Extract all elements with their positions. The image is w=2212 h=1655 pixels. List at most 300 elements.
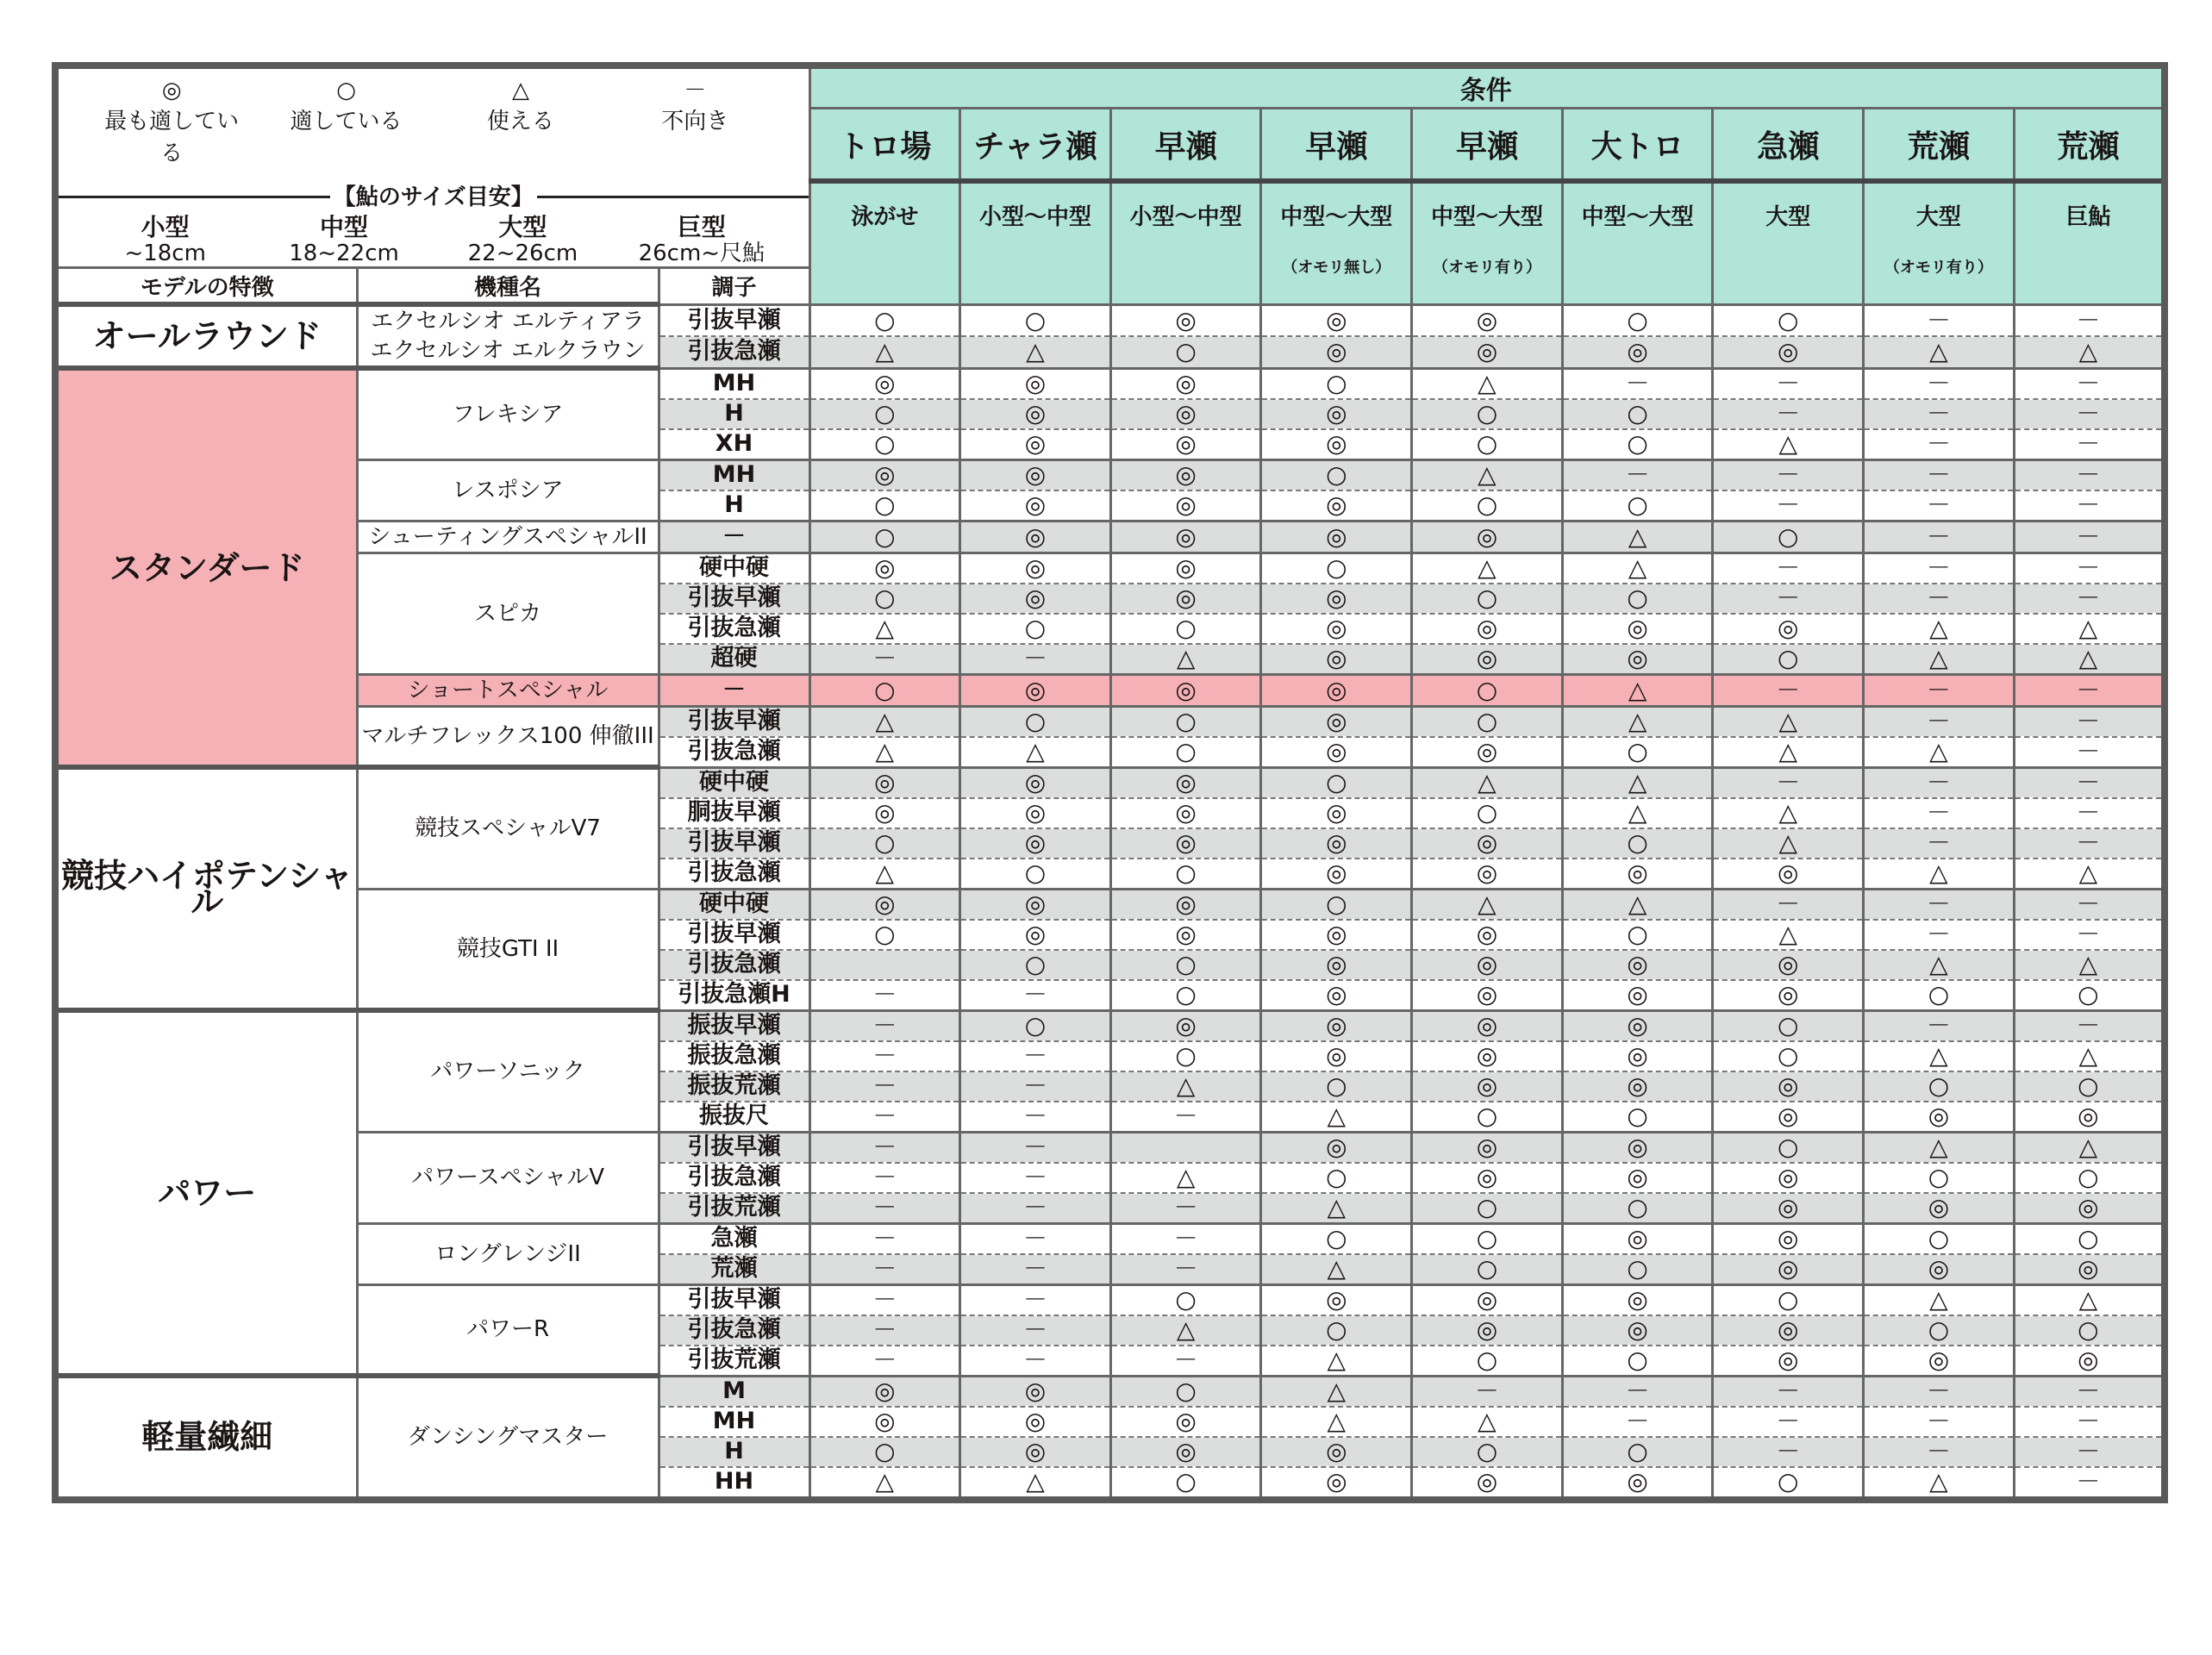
- rating-symbol-icon: △: [1713, 798, 1864, 828]
- rating-symbol-icon: ○: [1110, 706, 1261, 737]
- rating-symbol-icon: ◎: [1713, 1071, 1864, 1102]
- rating-symbol-icon: ◎: [1412, 1467, 1563, 1500]
- rating-symbol-icon: ◎: [809, 767, 960, 798]
- rating-symbol-icon: △: [1562, 706, 1713, 737]
- rating-symbol-icon: ◎: [1713, 1346, 1864, 1377]
- size-range: 26cm~尺鮎: [638, 240, 765, 266]
- rating-symbol-icon: －: [960, 980, 1111, 1011]
- rating-symbol-icon: ◎: [960, 920, 1111, 950]
- tone-cell: 超硬: [659, 644, 809, 675]
- rating-symbol-icon: ◎: [960, 1407, 1111, 1437]
- condition-fish-size: [1412, 181, 1563, 304]
- rating-symbol-icon: ○: [2014, 1071, 2165, 1102]
- rating-symbol-icon: －: [960, 1346, 1111, 1377]
- tone-cell: 急瀬: [659, 1223, 809, 1254]
- rating-symbol-icon: －: [960, 1102, 1111, 1133]
- tone-cell: XH: [659, 429, 809, 460]
- rating-symbol-icon: ◎: [1261, 336, 1412, 368]
- rating-symbol-icon: ◎: [1713, 950, 1864, 980]
- rating-symbol-icon: △: [1261, 1254, 1412, 1285]
- rating-symbol-icon: ◎: [1261, 674, 1412, 706]
- rating-symbol-icon: －: [809, 1315, 960, 1346]
- conditions-title: 条件: [809, 66, 2165, 109]
- tone-cell: 振抜急瀬: [659, 1041, 809, 1071]
- legend-item: [617, 78, 772, 167]
- rating-symbol-icon: －: [1713, 553, 1864, 584]
- rating-symbol-icon: －: [1713, 459, 1864, 490]
- rating-symbol-icon: －: [960, 1071, 1111, 1102]
- rating-symbol-icon: ○: [1261, 459, 1412, 490]
- rating-symbol-icon: ◎: [809, 1376, 960, 1407]
- tone-cell: 硬中硬: [659, 553, 809, 584]
- column-header-feature: モデルの特徴: [55, 268, 357, 305]
- condition-header: 早瀬: [1110, 109, 1261, 182]
- rating-symbol-icon: ◎: [1261, 1284, 1412, 1315]
- rating-symbol-icon: －: [1864, 889, 2015, 920]
- rating-symbol-icon: ○: [1412, 798, 1563, 828]
- rating-symbol-icon: －: [1110, 1254, 1261, 1285]
- tone-cell: 引抜急瀬: [659, 1315, 809, 1346]
- rating-symbol-icon: ◎: [1261, 644, 1412, 675]
- size-guide-item: [84, 215, 247, 266]
- rating-symbol-icon: ○: [1261, 1071, 1412, 1102]
- rating-symbol-icon: ○: [1562, 490, 1713, 521]
- rating-symbol-icon: －: [1864, 553, 2015, 584]
- rating-symbol-icon: ◎: [2014, 1102, 2165, 1133]
- legend-label: 最も適している: [104, 109, 240, 166]
- condition-header: 大トロ: [1562, 109, 1713, 182]
- tone-cell: 引抜急瀬: [659, 614, 809, 644]
- size-guide-title: 【鮎のサイズ目安】: [59, 179, 809, 211]
- rating-symbol-icon: ◎: [1110, 521, 1261, 553]
- rating-symbol-icon: ○: [1713, 521, 1864, 553]
- condition-fish-size: [1562, 181, 1713, 304]
- rating-symbol-icon: －: [2014, 920, 2165, 950]
- rating-symbol-icon: ◎: [1261, 828, 1412, 859]
- rating-symbol-icon: ◎: [1713, 336, 1864, 368]
- rating-symbol-icon: －: [960, 1163, 1111, 1193]
- rating-symbol-icon: ◎: [1713, 859, 1864, 890]
- rating-symbol-icon: －: [2014, 1376, 2165, 1407]
- tone-cell: 引抜急瀬: [659, 1163, 809, 1193]
- condition-fish-size: [1110, 181, 1261, 304]
- rating-symbol-icon: △: [1713, 737, 1864, 768]
- size-guide-item: [262, 215, 426, 266]
- rating-symbol-icon: [1110, 1132, 1261, 1163]
- rating-symbol-icon: △: [1412, 553, 1563, 584]
- condition-size-label: 大型: [1765, 204, 1811, 230]
- rating-symbol-icon: －: [960, 1132, 1111, 1163]
- tone-cell: 硬中硬: [659, 767, 809, 798]
- rating-symbol-icon: －: [2014, 429, 2165, 460]
- rating-symbol-icon: ◎: [1110, 828, 1261, 859]
- rating-symbol-icon: ○: [1412, 584, 1563, 614]
- rating-symbol-icon: ○: [1110, 737, 1261, 768]
- rating-symbol-icon: ○: [1110, 1376, 1261, 1407]
- table-row: [55, 889, 2165, 920]
- size-name: 大型: [498, 213, 547, 241]
- rating-symbol-icon: ◎: [1562, 1284, 1713, 1315]
- rating-symbol-icon: ◎: [1412, 1132, 1563, 1163]
- legend-label: 不向き: [661, 109, 729, 134]
- rating-symbol-icon: －: [960, 1041, 1111, 1071]
- rating-symbol-icon: －: [2014, 828, 2165, 859]
- legend-item: [443, 78, 598, 167]
- rating-symbol-icon: ◎: [1562, 614, 1713, 644]
- tone-cell: 引抜急瀬H: [659, 980, 809, 1011]
- rating-symbol-icon: ◎: [1412, 644, 1563, 675]
- rating-symbol-icon: ◎: [1110, 399, 1261, 429]
- rating-symbol-icon: ◎: [1412, 1163, 1563, 1193]
- rating-symbol-icon: －: [809, 1193, 960, 1224]
- rating-symbol-icon: △: [1562, 553, 1713, 584]
- rating-symbol-icon: －: [1864, 304, 2015, 336]
- rating-symbol-icon: △: [809, 737, 960, 768]
- rating-symbol-icon: ◎: [1261, 706, 1412, 737]
- rating-symbol-icon: ◎: [1110, 674, 1261, 706]
- rating-symbol-icon: －: [1713, 399, 1864, 429]
- rating-symbol-icon: ○: [2014, 1223, 2165, 1254]
- rating-symbol-icon: △: [1110, 1071, 1261, 1102]
- rating-symbol-icon: △: [1864, 1284, 2015, 1315]
- rating-symbol-icon: ◎: [1261, 859, 1412, 890]
- rating-symbol-icon: ◎: [1562, 1010, 1713, 1041]
- rating-symbol-icon: △: [1110, 644, 1261, 675]
- condition-header: 荒瀬: [1864, 109, 2015, 182]
- column-header-model: 機種名: [357, 268, 659, 305]
- rating-symbol-icon: ◎: [1261, 737, 1412, 768]
- rating-symbol-icon: ◎: [1713, 1193, 1864, 1224]
- rating-symbol-icon: ◎: [1412, 920, 1563, 950]
- rating-symbol-icon: ○: [1562, 584, 1713, 614]
- rating-symbol-icon: ◎: [1562, 1467, 1713, 1500]
- rating-symbol-icon: ○: [1562, 399, 1713, 429]
- tone-cell: －: [659, 521, 809, 553]
- table-row: [55, 1010, 2165, 1041]
- size-range: ~18cm: [124, 240, 206, 266]
- rating-symbol-icon: －: [1713, 767, 1864, 798]
- rating-symbol-icon: －: [1562, 459, 1713, 490]
- rating-symbol-icon: －: [809, 1284, 960, 1315]
- rating-symbol-icon: ○: [1261, 889, 1412, 920]
- rating-symbol-icon: －: [960, 1193, 1111, 1224]
- rating-symbol-icon: －: [1110, 1223, 1261, 1254]
- rating-symbol-icon: ◎: [1412, 521, 1563, 553]
- rating-symbol-icon: △: [1562, 521, 1713, 553]
- table-row: [55, 1376, 2165, 1407]
- table-row: [55, 1223, 2165, 1254]
- rating-symbol-icon: ◎: [1110, 429, 1261, 460]
- rating-symbol-icon: ○: [1562, 1346, 1713, 1377]
- rating-symbol-icon: ○: [1864, 980, 2015, 1011]
- rating-symbol-icon: △: [1864, 1041, 2015, 1071]
- rating-symbol-icon: △: [1864, 859, 2015, 890]
- tone-cell: 引抜早瀬: [659, 304, 809, 336]
- rating-symbol-icon: △: [809, 859, 960, 890]
- rating-symbol-icon: ○: [1562, 1102, 1713, 1133]
- condition-header: 早瀬: [1412, 109, 1563, 182]
- condition-note: （オモリ有り）: [1432, 259, 1541, 277]
- rating-symbol-icon: －: [2014, 1437, 2165, 1467]
- rating-symbol-icon: －: [1864, 706, 2015, 737]
- rating-symbol-icon: －: [1713, 889, 1864, 920]
- table-row: [55, 706, 2165, 737]
- rating-symbol-icon: ◎: [1261, 798, 1412, 828]
- legend-item: [94, 78, 249, 167]
- rating-symbol-icon: ◎: [1412, 859, 1563, 890]
- condition-fish-size: [1864, 181, 2015, 304]
- rating-symbol-icon: －: [1110, 1102, 1261, 1133]
- rating-symbol-icon: ◎: [960, 490, 1111, 521]
- model-name: ショートスペシャル: [357, 674, 659, 706]
- tone-cell: 引抜急瀬: [659, 336, 809, 368]
- rating-symbol-icon: ○: [1412, 399, 1563, 429]
- rating-symbol-icon: ○: [1110, 859, 1261, 890]
- rating-symbol-icon: ◎: [1412, 1010, 1563, 1041]
- rating-symbol-icon: ◎: [1261, 1041, 1412, 1071]
- size-name: 中型: [320, 213, 369, 241]
- rating-symbol-icon: ○: [1412, 1346, 1563, 1377]
- rating-symbol-icon: ○: [1713, 1132, 1864, 1163]
- tone-cell: 引抜早瀬: [659, 920, 809, 950]
- tone-cell: H: [659, 399, 809, 429]
- rating-symbol-icon: ◎: [1562, 336, 1713, 368]
- rating-symbol-icon: －: [809, 1346, 960, 1377]
- rating-symbol-icon: －: [1864, 1407, 2015, 1437]
- rating-symbol-icon: －: [1562, 368, 1713, 399]
- rating-symbol-icon: ○: [960, 304, 1111, 336]
- rating-symbol-icon: －: [1713, 1376, 1864, 1407]
- tone-cell: 引抜急瀬: [659, 737, 809, 768]
- table-body: [55, 304, 2165, 1500]
- condition-note: （オモリ有り）: [1884, 259, 1993, 277]
- rating-symbol-icon: －: [2014, 584, 2165, 614]
- rating-symbol-icon: －: [1713, 368, 1864, 399]
- tone-cell: 振抜尺: [659, 1102, 809, 1133]
- size-guide-item: [441, 215, 604, 266]
- rating-symbol-icon: ◎: [1110, 584, 1261, 614]
- rating-symbol-icon: ◎: [1412, 1315, 1563, 1346]
- rating-symbol-icon: △: [1412, 459, 1563, 490]
- rating-symbol-icon: △: [2014, 1132, 2165, 1163]
- tone-cell: 引抜急瀬: [659, 859, 809, 890]
- rating-symbol-icon: －: [1864, 920, 2015, 950]
- condition-fish-size: [960, 181, 1111, 304]
- rating-symbol-icon: △: [2014, 950, 2165, 980]
- rating-symbol-icon: ◎: [960, 889, 1111, 920]
- rating-symbol-icon: ○: [2014, 1163, 2165, 1193]
- rating-symbol-icon: △: [2014, 336, 2165, 368]
- rating-symbol-icon: ○: [1261, 1223, 1412, 1254]
- rating-symbol-icon: ○: [1110, 950, 1261, 980]
- rating-symbol-icon: －: [1864, 767, 2015, 798]
- rating-symbol-icon: ◎: [960, 553, 1111, 584]
- table-row: [55, 521, 2165, 553]
- rating-symbol-icon: －: [1713, 1407, 1864, 1437]
- rating-symbol-icon: ◎: [1864, 1102, 2015, 1133]
- rating-symbol-icon: ○: [960, 950, 1111, 980]
- condition-header: トロ場: [809, 109, 960, 182]
- model-name: パワーソニック: [357, 1010, 659, 1132]
- tone-cell: 硬中硬: [659, 889, 809, 920]
- rating-symbol-icon: ◎: [960, 767, 1111, 798]
- rating-symbol-icon: ◎: [1412, 980, 1563, 1011]
- column-header-tone: 調子: [659, 268, 809, 305]
- tone-cell: 引抜早瀬: [659, 828, 809, 859]
- rating-symbol-icon: ◎: [1110, 1010, 1261, 1041]
- condition-size-label: 中型～大型: [1581, 204, 1694, 230]
- rating-symbol-icon: －: [1864, 1376, 2015, 1407]
- model-name: スピカ: [357, 553, 659, 674]
- rating-symbol-icon: ○: [1864, 1163, 2015, 1193]
- size-range: 22~26cm: [467, 240, 578, 266]
- rating-symbol-icon: －: [809, 1163, 960, 1193]
- table-row: [55, 674, 2165, 706]
- tone-cell: 胴抜早瀬: [659, 798, 809, 828]
- rating-symbol-icon: ○: [1412, 1223, 1563, 1254]
- rating-symbol-icon: －: [2014, 1407, 2165, 1437]
- rating-symbol-icon: －: [809, 1254, 960, 1285]
- rating-symbol-icon: ○: [809, 521, 960, 553]
- rating-symbol-icon: ○: [1864, 1223, 2015, 1254]
- rating-symbol-icon: －: [1412, 1376, 1563, 1407]
- rating-symbol-icon: －: [960, 1284, 1111, 1315]
- rating-symbol-icon: ○: [960, 859, 1111, 890]
- rating-symbol-icon: △: [1864, 950, 2015, 980]
- rating-symbol-icon: △: [1864, 1467, 2015, 1500]
- rating-symbol-icon: △: [2014, 614, 2165, 644]
- rating-symbol-icon: －: [2014, 798, 2165, 828]
- model-name: ロングレンジII: [357, 1223, 659, 1284]
- rating-symbol-icon: ○: [1713, 1010, 1864, 1041]
- rating-symbol-icon: ○: [1261, 767, 1412, 798]
- rod-suitability-table: [52, 62, 2168, 1503]
- rating-symbol-icon: ○: [1713, 1284, 1864, 1315]
- rating-symbol-icon: ◎: [1412, 304, 1563, 336]
- rating-symbol-icon: －: [1713, 674, 1864, 706]
- rating-symbol-icon: ◎: [960, 798, 1111, 828]
- model-feature-group: 競技ハイポテンシャル: [55, 767, 357, 1010]
- rating-symbol-icon: －: [1864, 674, 2015, 706]
- rating-symbol-icon: △: [1412, 889, 1563, 920]
- rating-symbol-icon: ◎: [960, 828, 1111, 859]
- tone-cell: 引抜早瀬: [659, 584, 809, 614]
- rating-symbol-icon: ◎: [1110, 798, 1261, 828]
- tone-cell: H: [659, 1437, 809, 1467]
- rating-symbol-icon: ◎: [1713, 1102, 1864, 1133]
- rating-symbol-icon: ◎: [1562, 1132, 1713, 1163]
- rating-symbol-icon: ◎: [1713, 1223, 1864, 1254]
- rating-symbol-icon: －: [1864, 828, 2015, 859]
- rating-symbol-icon: ◎: [1110, 1437, 1261, 1467]
- rating-symbol-icon: △: [809, 706, 960, 737]
- rating-symbol-icon: －: [809, 980, 960, 1011]
- tone-cell: 引抜急瀬: [659, 950, 809, 980]
- model-feature-group: スタンダード: [55, 368, 357, 767]
- rating-symbol-icon: ◎: [1261, 399, 1412, 429]
- rating-symbol-icon: ◎: [1562, 950, 1713, 980]
- rating-symbol-icon: ○: [1864, 1315, 2015, 1346]
- rating-symbol-icon: ◎: [1110, 490, 1261, 521]
- rating-symbol-icon: ○: [1412, 490, 1563, 521]
- rating-symbol-icon: ○: [809, 490, 960, 521]
- condition-fish-size: [2014, 181, 2165, 304]
- legend-label: 適している: [290, 109, 403, 134]
- rating-symbol-icon: ◎: [1110, 767, 1261, 798]
- rating-symbol-icon: ○: [1562, 828, 1713, 859]
- legend-panel: [55, 66, 809, 268]
- condition-header: 早瀬: [1261, 109, 1412, 182]
- rating-symbol-icon: －: [960, 1254, 1111, 1285]
- tone-cell: HH: [659, 1467, 809, 1500]
- rating-symbol-icon: ◎: [809, 798, 960, 828]
- rating-symbol-icon: ◎: [809, 1407, 960, 1437]
- rating-symbol-icon: ◎: [1110, 553, 1261, 584]
- rating-symbol-icon: △: [2014, 644, 2165, 675]
- rating-symbol-icon: △: [809, 336, 960, 368]
- tone-cell: 引抜早瀬: [659, 1132, 809, 1163]
- size-guide-item: [620, 215, 784, 266]
- rating-symbol-icon: △: [809, 614, 960, 644]
- rating-symbol-icon: －: [809, 1132, 960, 1163]
- rating-symbol-icon: －: [809, 644, 960, 675]
- legend-symbol-icon: ◎: [161, 78, 182, 103]
- rating-symbol-icon: －: [809, 1071, 960, 1102]
- rating-symbol-icon: ○: [1562, 304, 1713, 336]
- rating-symbol-icon: △: [1562, 798, 1713, 828]
- rating-symbol-icon: ○: [1261, 1315, 1412, 1346]
- rating-symbol-icon: ◎: [1713, 1315, 1864, 1346]
- rating-symbol-icon: －: [1713, 584, 1864, 614]
- tone-cell: 荒瀬: [659, 1254, 809, 1285]
- rating-symbol-icon: △: [2014, 1284, 2165, 1315]
- rating-symbol-icon: △: [1412, 368, 1563, 399]
- rating-symbol-icon: ○: [1110, 1041, 1261, 1071]
- rating-symbol-icon: －: [1864, 798, 2015, 828]
- rating-symbol-icon: ○: [1412, 1102, 1563, 1133]
- model-name: フレキシア: [357, 368, 659, 459]
- rating-symbol-icon: ◎: [1261, 490, 1412, 521]
- rating-symbol-icon: ◎: [960, 399, 1111, 429]
- rating-symbol-icon: －: [809, 1223, 960, 1254]
- rating-symbol-icon: ◎: [1261, 1132, 1412, 1163]
- rating-symbol-icon: －: [960, 1315, 1111, 1346]
- legend-symbol-icon: ○: [336, 78, 356, 103]
- rating-symbol-icon: ◎: [1412, 1041, 1563, 1071]
- rating-symbol-icon: ○: [1562, 737, 1713, 768]
- rating-symbol-icon: －: [960, 644, 1111, 675]
- model-feature-group: 軽量繊細: [55, 1376, 357, 1500]
- legend-symbol-icon: －: [684, 78, 707, 103]
- rating-symbol-icon: △: [809, 1467, 960, 1500]
- rating-symbol-icon: ◎: [1562, 980, 1713, 1011]
- rating-symbol-icon: ◎: [960, 1376, 1111, 1407]
- rating-symbol-icon: ◎: [1562, 1041, 1713, 1071]
- rating-symbol-icon: ○: [1110, 1467, 1261, 1500]
- rating-symbol-icon: △: [1713, 920, 1864, 950]
- rating-symbol-icon: ○: [1713, 1041, 1864, 1071]
- rating-symbol-icon: ◎: [1261, 1437, 1412, 1467]
- tone-cell: MH: [659, 459, 809, 490]
- rating-symbol-icon: △: [1562, 674, 1713, 706]
- rating-symbol-icon: －: [1864, 584, 2015, 614]
- rating-symbol-icon: ○: [1412, 674, 1563, 706]
- rating-symbol-icon: ◎: [1412, 336, 1563, 368]
- rating-symbol-icon: ◎: [1713, 980, 1864, 1011]
- tone-cell: 振抜荒瀬: [659, 1071, 809, 1102]
- rating-symbol-icon: ○: [1110, 980, 1261, 1011]
- rating-symbol-icon: ○: [809, 429, 960, 460]
